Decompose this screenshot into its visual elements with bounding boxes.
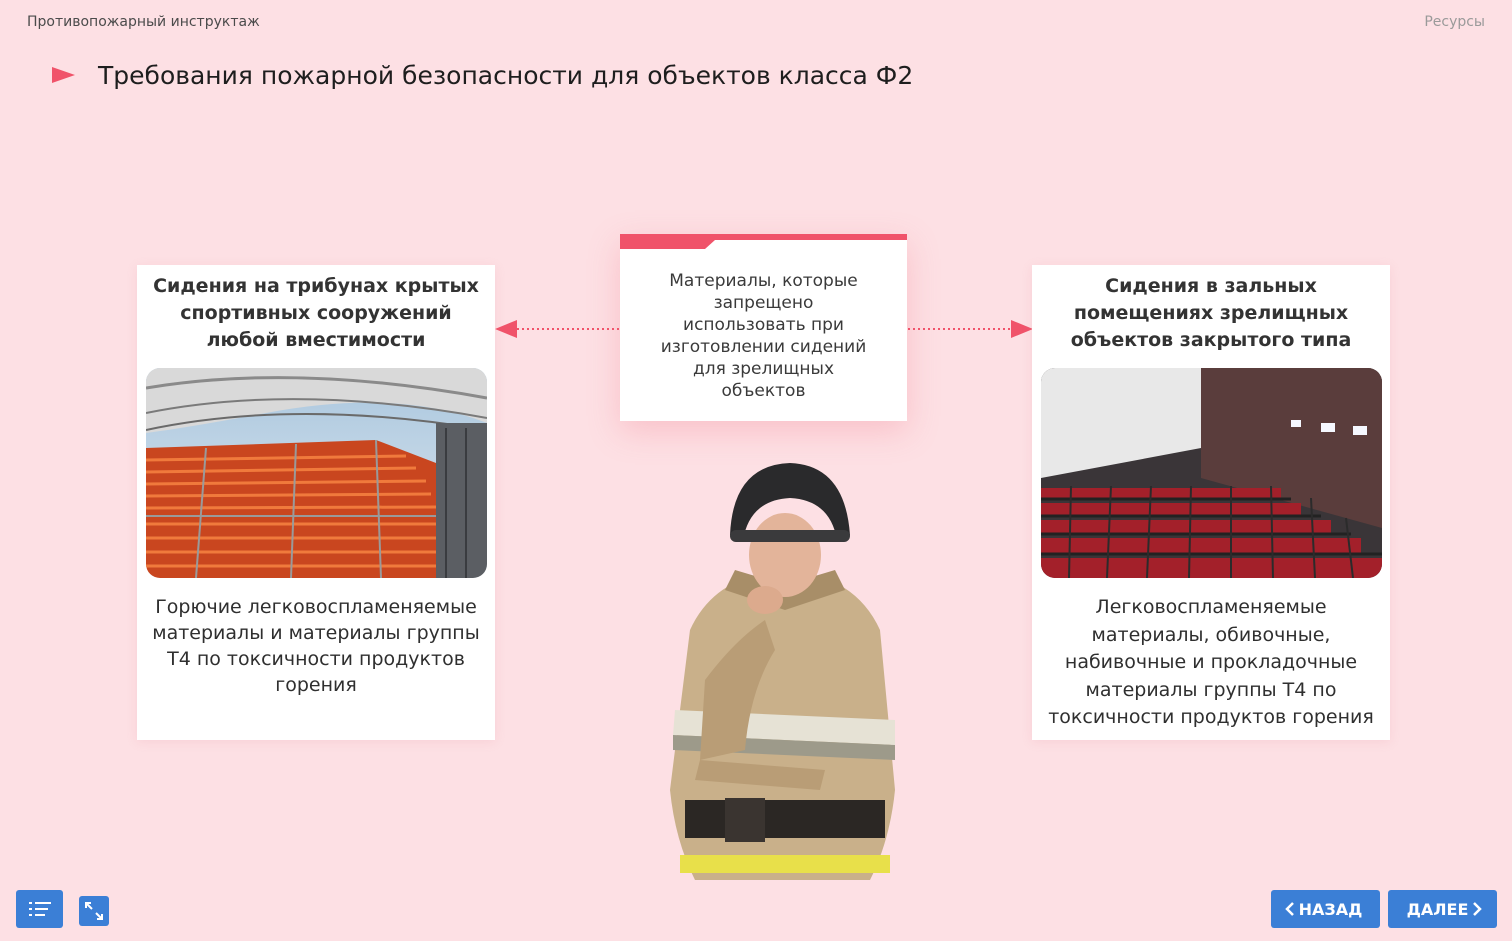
- left-card-text: Горючие легковоспламеняемые материалы и материалы группы Т4 по токсичности продуктов горения: [152, 596, 480, 696]
- center-card-accent-bar: [620, 234, 907, 250]
- left-card-title: Сидения на трибунах крытых спортивных сооружений любой вместимости: [153, 275, 479, 351]
- stadium-seats-image: [146, 368, 487, 578]
- right-card-title: Сидения в зальных помещениях зрелищных объектов закрытого типа: [1070, 275, 1352, 351]
- course-title: Противопожарный инструктаж: [27, 14, 260, 30]
- chevron-left-icon: [1285, 902, 1295, 916]
- back-button[interactable]: [1271, 890, 1380, 928]
- firefighter-figure: [655, 460, 915, 880]
- list-icon: [29, 901, 51, 917]
- cinema-hall-image: [1041, 368, 1382, 578]
- right-connector-arrow: [908, 318, 1033, 340]
- resources-link[interactable]: Ресурсы: [1424, 14, 1485, 30]
- center-card-text: Материалы, которые запрещено использовать при изготовлении сидений для зрелищных объектов: [660, 271, 867, 401]
- next-button-label: ДАЛЕЕ: [1406, 899, 1469, 919]
- heading-row: [50, 58, 913, 92]
- expand-icon: [85, 902, 103, 920]
- center-card: [620, 234, 907, 421]
- back-button-label: НАЗАД: [1298, 899, 1363, 919]
- right-card-text: Легковоспламеняемые материалы, обивочные, набивочные и прокладочные материалы группы Т4 по токсичности продуктов горения: [1048, 596, 1374, 728]
- menu-button[interactable]: [16, 890, 63, 928]
- right-card: [1032, 265, 1390, 740]
- left-connector-arrow: [495, 318, 620, 340]
- chevron-right-icon: [1472, 902, 1482, 916]
- play-arrow-icon: [50, 58, 76, 92]
- left-card: [137, 265, 495, 740]
- expand-button[interactable]: [79, 896, 109, 926]
- page-title: Требования пожарной безопасности для объектов класса Ф2: [98, 60, 914, 90]
- next-button[interactable]: [1388, 890, 1497, 928]
